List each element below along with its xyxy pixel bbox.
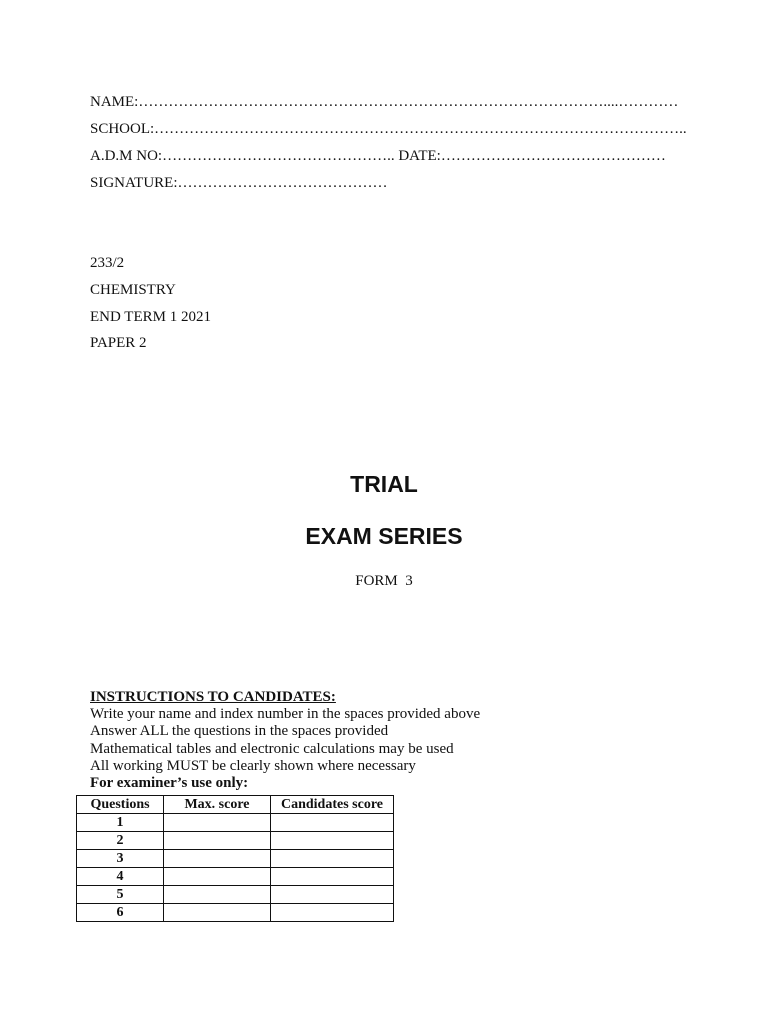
max-score-cell[interactable] [164, 814, 271, 832]
table-row [77, 868, 394, 886]
question-number: 5 [77, 886, 164, 904]
table-row [77, 904, 394, 922]
title-exam-series: EXAM SERIES [305, 523, 463, 549]
examiner-note: For examiner’s use only: [90, 775, 249, 792]
instructions-block [90, 689, 480, 792]
instruction-item: Answer ALL the questions in the spaces provided [90, 723, 389, 740]
score-table-header-row [77, 796, 394, 814]
max-score-cell[interactable] [164, 868, 271, 886]
candidate-score-cell[interactable] [271, 814, 394, 832]
exam-term: END TERM 1 2021 [90, 309, 211, 325]
candidate-score-cell[interactable] [271, 904, 394, 922]
question-number: 1 [77, 814, 164, 832]
instruction-item: Mathematical tables and electronic calculations may be used [90, 740, 454, 757]
candidate-score-cell[interactable] [271, 850, 394, 868]
subject: CHEMISTRY [90, 282, 176, 298]
title-trial: TRIAL [350, 471, 418, 497]
question-number: 4 [77, 868, 164, 886]
question-number: 2 [77, 832, 164, 850]
candidate-score-cell[interactable] [271, 832, 394, 850]
signature-field: SIGNATURE:…………………………………… [90, 175, 388, 191]
col-candidates-score: Candidates score [271, 796, 394, 814]
paper-number: PAPER 2 [90, 335, 147, 351]
max-score-cell[interactable] [164, 850, 271, 868]
table-row [77, 814, 394, 832]
candidate-score-cell[interactable] [271, 868, 394, 886]
adm-date-field: A.D.M NO:……………………………………….. DATE:……………………………………… [90, 148, 666, 164]
max-score-cell[interactable] [164, 904, 271, 922]
max-score-cell[interactable] [164, 832, 271, 850]
school-field: SCHOOL:…………………………………………………………………………………………….. [90, 121, 687, 137]
paper-code: 233/2 [90, 255, 125, 271]
form-level: FORM 3 [355, 573, 413, 589]
col-questions: Questions [77, 796, 164, 814]
instructions-heading: INSTRUCTIONS TO CANDIDATES: [90, 689, 336, 705]
score-table [76, 795, 394, 922]
question-number: 6 [77, 904, 164, 922]
name-field: NAME:…………………………………………………………………………………....………… [90, 94, 679, 110]
candidate-score-cell[interactable] [271, 886, 394, 904]
instruction-item: All working MUST be clearly shown where necessary [90, 757, 416, 774]
table-row [77, 850, 394, 868]
col-max-score: Max. score [164, 796, 271, 814]
table-row [77, 832, 394, 850]
instruction-item: Write your name and index number in the spaces provided above [90, 706, 481, 723]
max-score-cell[interactable] [164, 886, 271, 904]
table-row [77, 886, 394, 904]
question-number: 3 [77, 850, 164, 868]
